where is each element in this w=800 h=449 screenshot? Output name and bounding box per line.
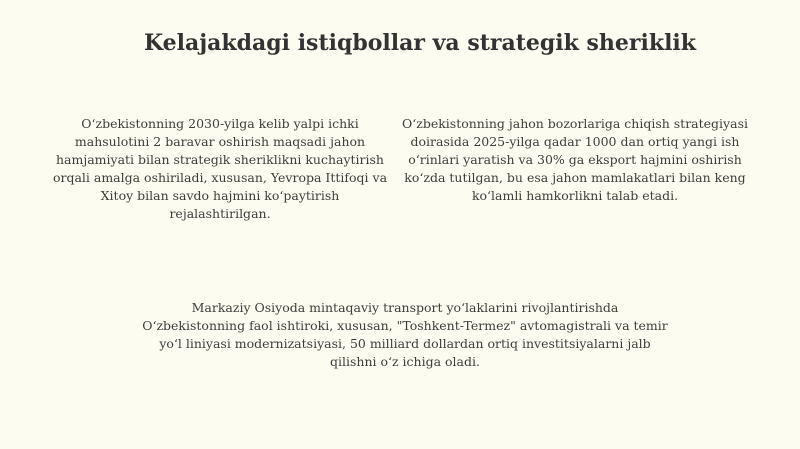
paragraph-transport-corridors: Markaziy Osiyoda mintaqaviy transport yo‘laklarini rivojlantirishda O‘zbekistonning faol ishtiroki, xususan, "Toshkent-Termez" avtomagistrali va temir yo‘l liniyasi modernizatsiyasi, 50 milliard dollardan ortiq investitsiyalarni jalb qilishni o‘z ichiga oladi. [142, 300, 668, 369]
paragraph-gdp-goal: O‘zbekistonning 2030-yilga kelib yalpi ichki mahsulotini 2 baravar oshirish maqsadi jahon hamjamiyati bilan strategik sheriklikni kuchaytirish orqali amalga oshiriladi, xususan, Yevropa Ittifoqi va Xitoy bilan savdo hajmini ko‘paytirish rejalashtirilgan. [52, 116, 388, 221]
paragraph-export-strategy: O‘zbekistonning jahon bozorlariga chiqish strategiyasi doirasida 2025-yilga qadar 1000 dan ortiq yangi ish o‘rinlari yaratish va 30% ga eksport hajmini oshirish ko‘zda tutilgan, bu esa jahon mamlakatlari bilan keng ko‘lamli hamkorlikni talab etadi. [402, 116, 748, 203]
slide-title: Kelajakdagi istiqbollar va strategik sheriklik [143, 30, 697, 56]
